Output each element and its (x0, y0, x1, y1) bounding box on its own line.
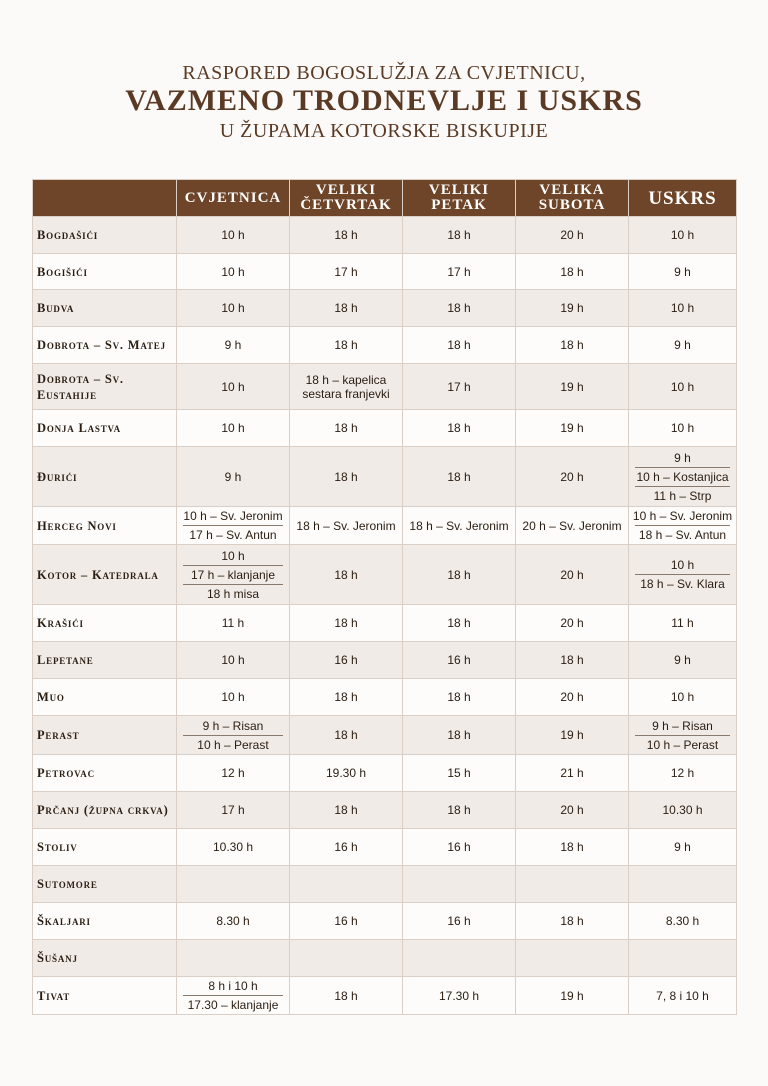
time-entry: 18 h (560, 653, 584, 667)
time-entry: 9 h (674, 840, 691, 854)
time-entry: 19 h (560, 379, 584, 394)
time-entry: 10.30 h (662, 803, 703, 817)
time-cell-veliki-petak (403, 507, 516, 545)
table-row (33, 507, 737, 545)
time-entry: 18 h (560, 264, 584, 279)
time-entry: 10.30 h (212, 840, 254, 854)
time-cell-veliki-cetvrtak (290, 792, 403, 829)
table-row (33, 716, 737, 755)
time-cell-veliki-cetvrtak (290, 447, 403, 507)
time-cell-veliki-petak (403, 447, 516, 507)
time-entry: 10 h (221, 264, 245, 279)
parish-name: Tivat (33, 977, 177, 1015)
time-cell-velika-subota (516, 755, 629, 792)
time-cell-veliki-petak (403, 679, 516, 716)
time-entry: 17 h (447, 264, 471, 279)
time-cell-veliki-petak (403, 290, 516, 327)
time-entry: 19 h (560, 301, 584, 315)
time-cell-veliki-cetvrtak (290, 642, 403, 679)
time-cell-uskrs (629, 940, 737, 977)
time-cell-veliki-petak (403, 217, 516, 254)
parish-name: Donja Lastva (33, 410, 177, 447)
time-entry: 10 h (670, 421, 695, 435)
time-entry: 20 h (560, 228, 584, 242)
time-cell-veliki-petak (403, 977, 516, 1015)
time-cell-velika-subota (516, 290, 629, 327)
time-cell-veliki-cetvrtak (290, 217, 403, 254)
time-entry: 16 h (447, 840, 471, 854)
time-entry: 17 h (334, 264, 358, 279)
time-entry: 9 h (674, 264, 691, 279)
table-row (33, 254, 737, 290)
time-cell-uskrs (629, 679, 737, 716)
time-entry: 18 h (334, 616, 358, 630)
parish-name: Šušanj (33, 940, 177, 977)
time-cell-cvjetnica (177, 903, 290, 940)
parish-name: Krašići (33, 605, 177, 642)
time-cell-cvjetnica (177, 679, 290, 716)
time-entry: 18 h (447, 567, 471, 582)
time-cell-cvjetnica (177, 217, 290, 254)
table-row (33, 829, 737, 866)
time-entry: 10 h – Perast (183, 735, 283, 754)
time-entry: 10 h (221, 548, 245, 563)
table-row (33, 290, 737, 327)
parish-name: Dobrota – Sv. Eustahije (33, 364, 177, 410)
time-cell-veliki-cetvrtak (290, 410, 403, 447)
time-cell-veliki-petak (403, 364, 516, 410)
parish-name: Bogdašići (33, 217, 177, 254)
time-cell-cvjetnica (177, 364, 290, 410)
time-entry: 16 h (334, 840, 358, 854)
time-entry: 18 h (447, 803, 471, 817)
time-entry: 20 h (560, 567, 584, 582)
time-entry: 18 h – Sv. Antun (635, 525, 730, 544)
time-entry: 15 h (447, 766, 471, 780)
time-entry: 20 h (560, 616, 584, 630)
parish-name: Kotor – Katedrala (33, 545, 177, 605)
time-cell-veliki-cetvrtak (290, 545, 403, 605)
time-entry: 18 h (334, 988, 358, 1003)
time-entry: 18 h (334, 728, 358, 742)
time-cell-uskrs (629, 829, 737, 866)
time-entry: 8.30 h (216, 914, 250, 928)
parish-name: Sutomore (33, 866, 177, 903)
parish-name: Prčanj (župna crkva) (33, 792, 177, 829)
time-entry: 9 h – Risan (652, 718, 713, 733)
time-entry: 10 h – Sv. Jeronim (183, 509, 283, 523)
time-cell-cvjetnica (177, 447, 290, 507)
time-entry: 19 h (560, 421, 584, 435)
time-entry: 10 h – Kostanjica (635, 467, 730, 486)
time-cell-velika-subota (516, 679, 629, 716)
time-cell-velika-subota (516, 716, 629, 755)
time-cell-velika-subota (516, 507, 629, 545)
time-cell-uskrs (629, 327, 737, 364)
time-entry: 18 h (334, 690, 358, 704)
time-cell-velika-subota (516, 940, 629, 977)
time-cell-veliki-cetvrtak (290, 605, 403, 642)
time-cell-cvjetnica (177, 829, 290, 866)
time-entry: 20 h (560, 469, 584, 484)
time-entry: 18 h (560, 840, 584, 854)
time-entry: 10 h (221, 653, 245, 667)
time-cell-uskrs (629, 290, 737, 327)
time-entry: 10 h – Perast (635, 735, 730, 754)
time-cell-cvjetnica (177, 716, 290, 755)
time-cell-cvjetnica (177, 755, 290, 792)
time-entry: 11 h – Strp (635, 486, 730, 505)
time-cell-velika-subota (516, 447, 629, 507)
header-row (33, 180, 737, 217)
table-row (33, 977, 737, 1015)
time-entry: 9 h (224, 338, 242, 352)
time-entry: 18 h (447, 421, 471, 435)
time-entry: 11 h (221, 616, 245, 630)
time-entry: 18 h (447, 228, 471, 242)
time-entry: 18 h (334, 301, 358, 315)
time-cell-veliki-petak (403, 410, 516, 447)
time-entry: 17.30 – klanjanje (183, 995, 283, 1014)
time-cell-cvjetnica (177, 792, 290, 829)
time-entry: 19.30 h (325, 766, 367, 780)
header-uskrs: USKRS (629, 180, 737, 217)
time-cell-veliki-cetvrtak (290, 364, 403, 410)
title-line-1: RASPORED BOGOSLUŽJA ZA CVJETNICU, (182, 62, 586, 84)
time-cell-uskrs (629, 866, 737, 903)
time-cell-uskrs (629, 716, 737, 755)
time-cell-velika-subota (516, 605, 629, 642)
time-entry: 18 h (560, 338, 584, 352)
time-entry: 16 h (334, 653, 358, 667)
time-entry: 18 h (334, 421, 358, 435)
time-entry: 18 h (447, 469, 471, 484)
time-entry: 18 h (334, 567, 358, 582)
time-cell-veliki-petak (403, 605, 516, 642)
time-cell-uskrs (629, 977, 737, 1015)
time-entry: 19 h (560, 728, 584, 742)
time-entry: 18 h misa (183, 584, 283, 603)
header-veliki-cetvrtak: VELIKI ČETVRTAK (290, 180, 403, 217)
time-entry: 20 h – Sv. Jeronim (522, 518, 622, 533)
time-entry: 19 h (560, 988, 584, 1003)
time-cell-cvjetnica (177, 290, 290, 327)
time-entry: 18 h – Sv. Jeronim (409, 518, 509, 533)
time-entry: 18 h (334, 228, 358, 242)
time-entry: 16 h (334, 914, 358, 928)
time-entry: 18 h (447, 338, 471, 352)
time-cell-uskrs (629, 217, 737, 254)
time-entry: 8.30 h (665, 914, 700, 928)
time-entry: 8 h i 10 h (208, 979, 258, 993)
table-row (33, 605, 737, 642)
time-entry: 18 h (334, 338, 358, 352)
time-entry: 9 h (674, 338, 691, 352)
time-entry: 16 h (447, 653, 471, 667)
time-entry: 7, 8 i 10 h (656, 988, 709, 1003)
schedule-table (32, 179, 737, 1015)
time-cell-velika-subota (516, 977, 629, 1015)
table-row (33, 447, 737, 507)
table-row (33, 364, 737, 410)
time-cell-cvjetnica (177, 327, 290, 364)
time-cell-cvjetnica (177, 507, 290, 545)
time-cell-veliki-petak (403, 642, 516, 679)
time-entry: 20 h (560, 690, 584, 704)
time-cell-veliki-petak (403, 829, 516, 866)
time-cell-velika-subota (516, 327, 629, 364)
time-entry: 10 h (221, 690, 245, 704)
time-cell-velika-subota (516, 217, 629, 254)
time-cell-velika-subota (516, 642, 629, 679)
time-entry: 10 h (221, 228, 245, 242)
parish-name: Stoliv (33, 829, 177, 866)
time-entry: 9 h (224, 469, 242, 484)
header-veliki-petak: VELIKI PETAK (403, 180, 516, 217)
table-row (33, 642, 737, 679)
time-cell-veliki-cetvrtak (290, 977, 403, 1015)
time-cell-cvjetnica (177, 977, 290, 1015)
time-entry: 17 h – klanjanje (183, 565, 283, 584)
time-cell-velika-subota (516, 903, 629, 940)
parish-name: Bogišići (33, 254, 177, 290)
time-cell-veliki-cetvrtak (290, 755, 403, 792)
time-cell-veliki-cetvrtak (290, 903, 403, 940)
parish-name: Perast (33, 716, 177, 755)
time-entry: 10 h – Sv. Jeronim (632, 509, 733, 523)
time-cell-uskrs (629, 545, 737, 605)
time-entry: 10 h (670, 379, 695, 394)
time-cell-veliki-cetvrtak (290, 866, 403, 903)
time-cell-uskrs (629, 507, 737, 545)
parish-name: Petrovac (33, 755, 177, 792)
time-entry: 17 h (447, 379, 471, 394)
title-line-2: VAZMENO TRODNEVLJE I USKRS (125, 84, 643, 117)
header-parish (33, 180, 177, 217)
time-cell-uskrs (629, 605, 737, 642)
parish-name: Škaljari (33, 903, 177, 940)
time-entry: 12 h (221, 766, 245, 780)
table-row (33, 903, 737, 940)
time-cell-velika-subota (516, 792, 629, 829)
time-entry: 18 h (447, 690, 471, 704)
time-cell-cvjetnica (177, 940, 290, 977)
time-cell-veliki-cetvrtak (290, 327, 403, 364)
time-entry: 17 h – Sv. Antun (183, 525, 283, 544)
time-cell-cvjetnica (177, 545, 290, 605)
time-cell-velika-subota (516, 410, 629, 447)
time-cell-veliki-cetvrtak (290, 679, 403, 716)
time-cell-cvjetnica (177, 605, 290, 642)
time-entry: 10 h (221, 379, 245, 394)
time-cell-uskrs (629, 364, 737, 410)
parish-name: Muo (33, 679, 177, 716)
table-row (33, 545, 737, 605)
header-cvjetnica: CVJETNICA (177, 180, 290, 217)
parish-name: Dobrota – Sv. Matej (33, 327, 177, 364)
time-entry: 18 h (447, 301, 471, 315)
time-entry: 18 h – Sv. Klara (635, 574, 730, 593)
title-line-3: U ŽUPAMA KOTORSKE BISKUPIJE (219, 120, 549, 142)
time-entry: 11 h (671, 616, 694, 630)
parish-name: Đurići (33, 447, 177, 507)
time-entry: 17 h (221, 803, 245, 817)
time-cell-veliki-cetvrtak (290, 290, 403, 327)
time-entry: 16 h (447, 914, 471, 928)
table-row (33, 217, 737, 254)
time-cell-veliki-petak (403, 327, 516, 364)
time-cell-cvjetnica (177, 866, 290, 903)
time-cell-velika-subota (516, 364, 629, 410)
time-cell-velika-subota (516, 866, 629, 903)
time-cell-uskrs (629, 447, 737, 507)
time-cell-uskrs (629, 410, 737, 447)
time-cell-veliki-petak (403, 755, 516, 792)
header-velika-subota: VELIKA SUBOTA (516, 180, 629, 217)
time-cell-uskrs (629, 792, 737, 829)
time-entry: 10 h (670, 228, 695, 242)
table-row (33, 940, 737, 977)
time-cell-veliki-petak (403, 940, 516, 977)
time-cell-veliki-cetvrtak (290, 254, 403, 290)
time-cell-veliki-cetvrtak (290, 940, 403, 977)
time-cell-veliki-petak (403, 254, 516, 290)
time-entry: 9 h (674, 653, 691, 667)
time-entry: 20 h (560, 803, 584, 817)
time-cell-veliki-cetvrtak (290, 507, 403, 545)
time-cell-uskrs (629, 903, 737, 940)
time-entry: 18 h (447, 728, 471, 742)
time-entry: 18 h (447, 616, 471, 630)
table-row (33, 679, 737, 716)
table-row (33, 410, 737, 447)
time-entry: 18 h – kapelica sestara franjevki (302, 372, 390, 401)
parish-name: Budva (33, 290, 177, 327)
time-cell-cvjetnica (177, 254, 290, 290)
time-cell-veliki-cetvrtak (290, 829, 403, 866)
parish-name: Lepetane (33, 642, 177, 679)
time-entry: 18 h (334, 803, 358, 817)
time-entry: 9 h – Risan (202, 718, 264, 733)
time-cell-cvjetnica (177, 642, 290, 679)
time-entry: 10 h (670, 301, 695, 315)
time-cell-veliki-petak (403, 903, 516, 940)
time-cell-velika-subota (516, 829, 629, 866)
time-cell-veliki-petak (403, 866, 516, 903)
parish-name: Herceg Novi (33, 507, 177, 545)
time-entry: 10 h (221, 421, 245, 435)
time-entry: 18 h – Sv. Jeronim (296, 518, 396, 533)
time-cell-uskrs (629, 254, 737, 290)
time-cell-uskrs (629, 755, 737, 792)
table-row (33, 792, 737, 829)
table-row (33, 755, 737, 792)
table-row (33, 866, 737, 903)
table-row (33, 327, 737, 364)
time-cell-velika-subota (516, 545, 629, 605)
time-entry: 10 h (221, 301, 245, 315)
time-cell-veliki-petak (403, 716, 516, 755)
time-cell-velika-subota (516, 254, 629, 290)
time-entry: 21 h (560, 766, 584, 780)
time-cell-veliki-petak (403, 545, 516, 605)
time-cell-veliki-petak (403, 792, 516, 829)
time-entry: 10 h (670, 690, 695, 704)
time-cell-uskrs (629, 642, 737, 679)
time-entry: 9 h (674, 450, 691, 465)
time-entry: 17.30 h (438, 988, 480, 1003)
time-entry: 18 h (334, 469, 358, 484)
time-cell-cvjetnica (177, 410, 290, 447)
time-entry: 12 h (670, 766, 695, 780)
time-entry: 10 h (670, 558, 695, 572)
time-cell-veliki-cetvrtak (290, 716, 403, 755)
time-entry: 18 h (560, 914, 584, 928)
